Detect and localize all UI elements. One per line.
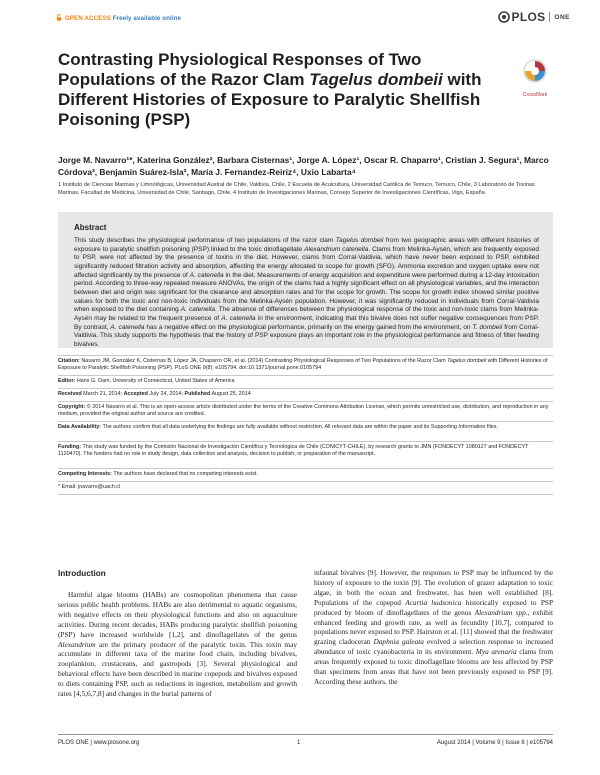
plos-logo-icon bbox=[498, 11, 510, 23]
meta-divider bbox=[58, 481, 553, 482]
meta-divider bbox=[58, 388, 553, 389]
meta-divider bbox=[58, 401, 553, 402]
abstract-text: This study describes the physiological performance of two populations of the razor clam Tagelus dombeii from two geographic areas with different histories of exposure to paralytic shellfish poisoning (PSP) linked to the toxic dinoflagellate Alexandrium catenella. Clams from Melinka-Aysén, which are frequently exposed to PSP, were not affected by the presence of toxins in the diet. However, clams from Corral-Valdivia, which have never been exposed to PSP, exhibited significantly reduced filtration activity and absorption, affecting the energy allocated to scope for growth (SFG). Ammonia excretion and oxygen uptake were not affected significantly by the presence of A. catenella in the diet. Measurements of energy acquisition and expenditure were performed during a 12-day intoxication period. According to three-way repeated measure ANOVAs, the origin of the clams had a highly significant effect on all physiological variables, and the interaction between diet and origin was significant for the clearance and absorption rates and for the scope for growth. The scope for growth index showed similar positive values for both the toxic and non-toxic individuals from the Melinka-Aysén population. However, it was significantly reduced in individuals from Corral-Valdivia when exposed to the diet containing A. catenella. The absence of differences between the physiological response of the toxic and non-toxic clams from Melinka-Aysén may be related to the frequent presence of A. catenella in the environment, indicating that this bivalve does not suffer negative consequences from PSP. By contrast, A. catenella has a negative effect on the physiological performance, primarily on the energy gained from the environment, on T. dombeii from Corral-Valdivia. This study supports the hypothesis that the history of PSP exposure plays an important role in the physiological performance and fitness of filter feeding bivalves. bbox=[74, 237, 540, 348]
footer-issue: August 2014 | Volume 9 | Issue 8 | e105794 bbox=[436, 740, 553, 746]
funding: Funding: This study was funded by the Comisión Nacional de Investigación Científica y Tecnológica de Chile (CONICYT-CHILE), by research grants to JMN (FONDECYT 1080127 and FONDECYT 1120470). The funders had no role in study design, data collection and analysis, decision to publish, or preparation of the manuscript. bbox=[58, 444, 529, 458]
access-label: ACCESS bbox=[84, 15, 111, 22]
meta-divider bbox=[58, 494, 553, 495]
introduction-heading: Introduction bbox=[58, 569, 106, 578]
meta-divider bbox=[58, 421, 553, 422]
title-species: Tagelus dombeii bbox=[309, 70, 443, 89]
editor: Editor: Hans G. Dam, University of Connecticut, United States of America bbox=[58, 378, 235, 384]
meta-divider bbox=[58, 468, 553, 469]
citation: Citation: Navarro JM, González K, Cisternas B, López JA, Chaparro OR, et al. (2014) Contrasting Physiological Responses of Two Populations of the Razor Clam Tagelus dombeii with Different Histories of Exposure to Paralytic Shellfish Poisoning (PSP). PLoS ONE 9(8): e105794. doi:10.1371/journal.pone.0105794 bbox=[58, 358, 548, 372]
body-column-left: Harmful algae blooms (HABs) are cosmopolitan phenomena that cause serious public health problems. HABs are also detrimental to aquatic organisms, with negative effects on their physiological functions and also on aquaculture activities. During recent decades, HABs producing paralytic shellfish poisoning (PSP) have increased worldwide [1,2], and dinoflagellates of the genus Alexandrium are the primary producer of the paralytic toxin. This toxin may accumulate in different taxa of the marine food chain, including bivalves, zooplankton, crustaceans, and gastropods [3]. Several physiological and behavioral effects have been described in marine copepods and bivalves exposed to diets containing PSP, such as reductions in ingestion, metabolism and growth rates [4,5,6,7,8] and changes in the burial patterns of bbox=[58, 590, 297, 699]
competing-interests: Competing Interests: The authors have declared that no competing interests exist. bbox=[58, 471, 258, 477]
data-availability: Data Availability: The authors confirm that all data underlying the findings are fully available without restriction. All relevant data are within the paper and its Supporting Information files. bbox=[58, 424, 498, 430]
crossmark-label: CrossMark bbox=[522, 92, 548, 98]
page-number: 1 bbox=[297, 740, 301, 746]
title-part: with Different Histories of Exposure to Paralytic Shellfish Poisoning (PSP) bbox=[58, 70, 482, 129]
title-part: Contrasting Physiological Responses of Two Populations of the Razor Clam bbox=[58, 50, 422, 89]
crossmark-icon bbox=[522, 58, 548, 86]
open-label: OPEN bbox=[65, 15, 83, 22]
crossmark-badge[interactable] bbox=[515, 58, 555, 98]
freely-available-label: Freely available online bbox=[112, 15, 182, 22]
dates: Received March 21, 2014; Accepted July 24, 2014; Published August 25, 2014 bbox=[58, 391, 251, 397]
corresponding-email[interactable]: * Email: jnavarro@uach.cl bbox=[58, 484, 121, 490]
plos-one-logo[interactable] bbox=[498, 10, 570, 24]
body-column-right: infaunal bivalves [9]. However, the responses to PSP may be influenced by the history of exposure to the toxin [9]. The evolution of grazer adaptation to toxic algae, in both the ocean and freshwater, has been well established [8]. Populations of the copepod Acartia hudsonica historically exposed to PSP produced by bloom of dinoflagellates of the genus Alexandrium spp., exhibit enhanced feeding and growth rate, as well as fecundity [10,7], compared to populations never exposed to PSP. Hairston et al. [11] showed that the freshwater grazing cladoceran Daphnia galeata evolved a selection response to increased abundance of toxic cyanobacteria in its environment. Mya arenaria clams from areas frequently exposed to toxic dinoflagellate blooms are less affected by PSP than specimens from areas that have not been previously exposed to PSP [9]. According these authors, the bbox=[314, 568, 553, 686]
one-word: ONE bbox=[554, 13, 570, 21]
article-title bbox=[58, 50, 498, 130]
author-list: Jorge M. Navarro¹*, Katerina González², Barbara Cisternas¹, Jorge A. López¹, Oscar R. Chaparro¹, Cristian J. Segura¹, Marco Córdova³, Benjamín Suárez-Isla³, María J. Fernandez-Reiriz⁴, Uxio Labarta⁴ bbox=[58, 155, 549, 178]
logo-separator bbox=[549, 12, 550, 22]
open-lock-icon bbox=[56, 14, 62, 21]
open-access-banner bbox=[56, 14, 181, 22]
copyright: Copyright: © 2014 Navarro et al. This is an open-access article distributed under the terms of the Creative Commons Attribution License, which permits unrestricted use, distribution, and reproduction in any medium, provided the original author and source are credited. bbox=[58, 404, 549, 418]
meta-divider bbox=[58, 355, 553, 356]
meta-divider bbox=[58, 441, 553, 442]
affiliations: 1 Instituto de Ciencias Marinas y Limnológicas, Universidad Austral de Chile, Valdivia, Chile, 2 Escuela de Acuicultura, Universidad Católica de Temuco, Temuco, Chile, 3 Laboratorio de Toxinas Marinas, Facultad de Medicina, Universidad de Chile, Santiago, Chile, 4 Instituto de Investigaciones Marinas, Consejo Superior de Investigaciones Científicas, Vigo, España bbox=[58, 182, 535, 197]
meta-divider bbox=[58, 375, 553, 376]
footer-journal: PLOS ONE | www.plosone.org bbox=[58, 740, 140, 746]
plos-word: PLOS bbox=[511, 10, 546, 24]
abstract-heading: Abstract bbox=[74, 223, 107, 232]
footer-divider bbox=[58, 734, 553, 735]
